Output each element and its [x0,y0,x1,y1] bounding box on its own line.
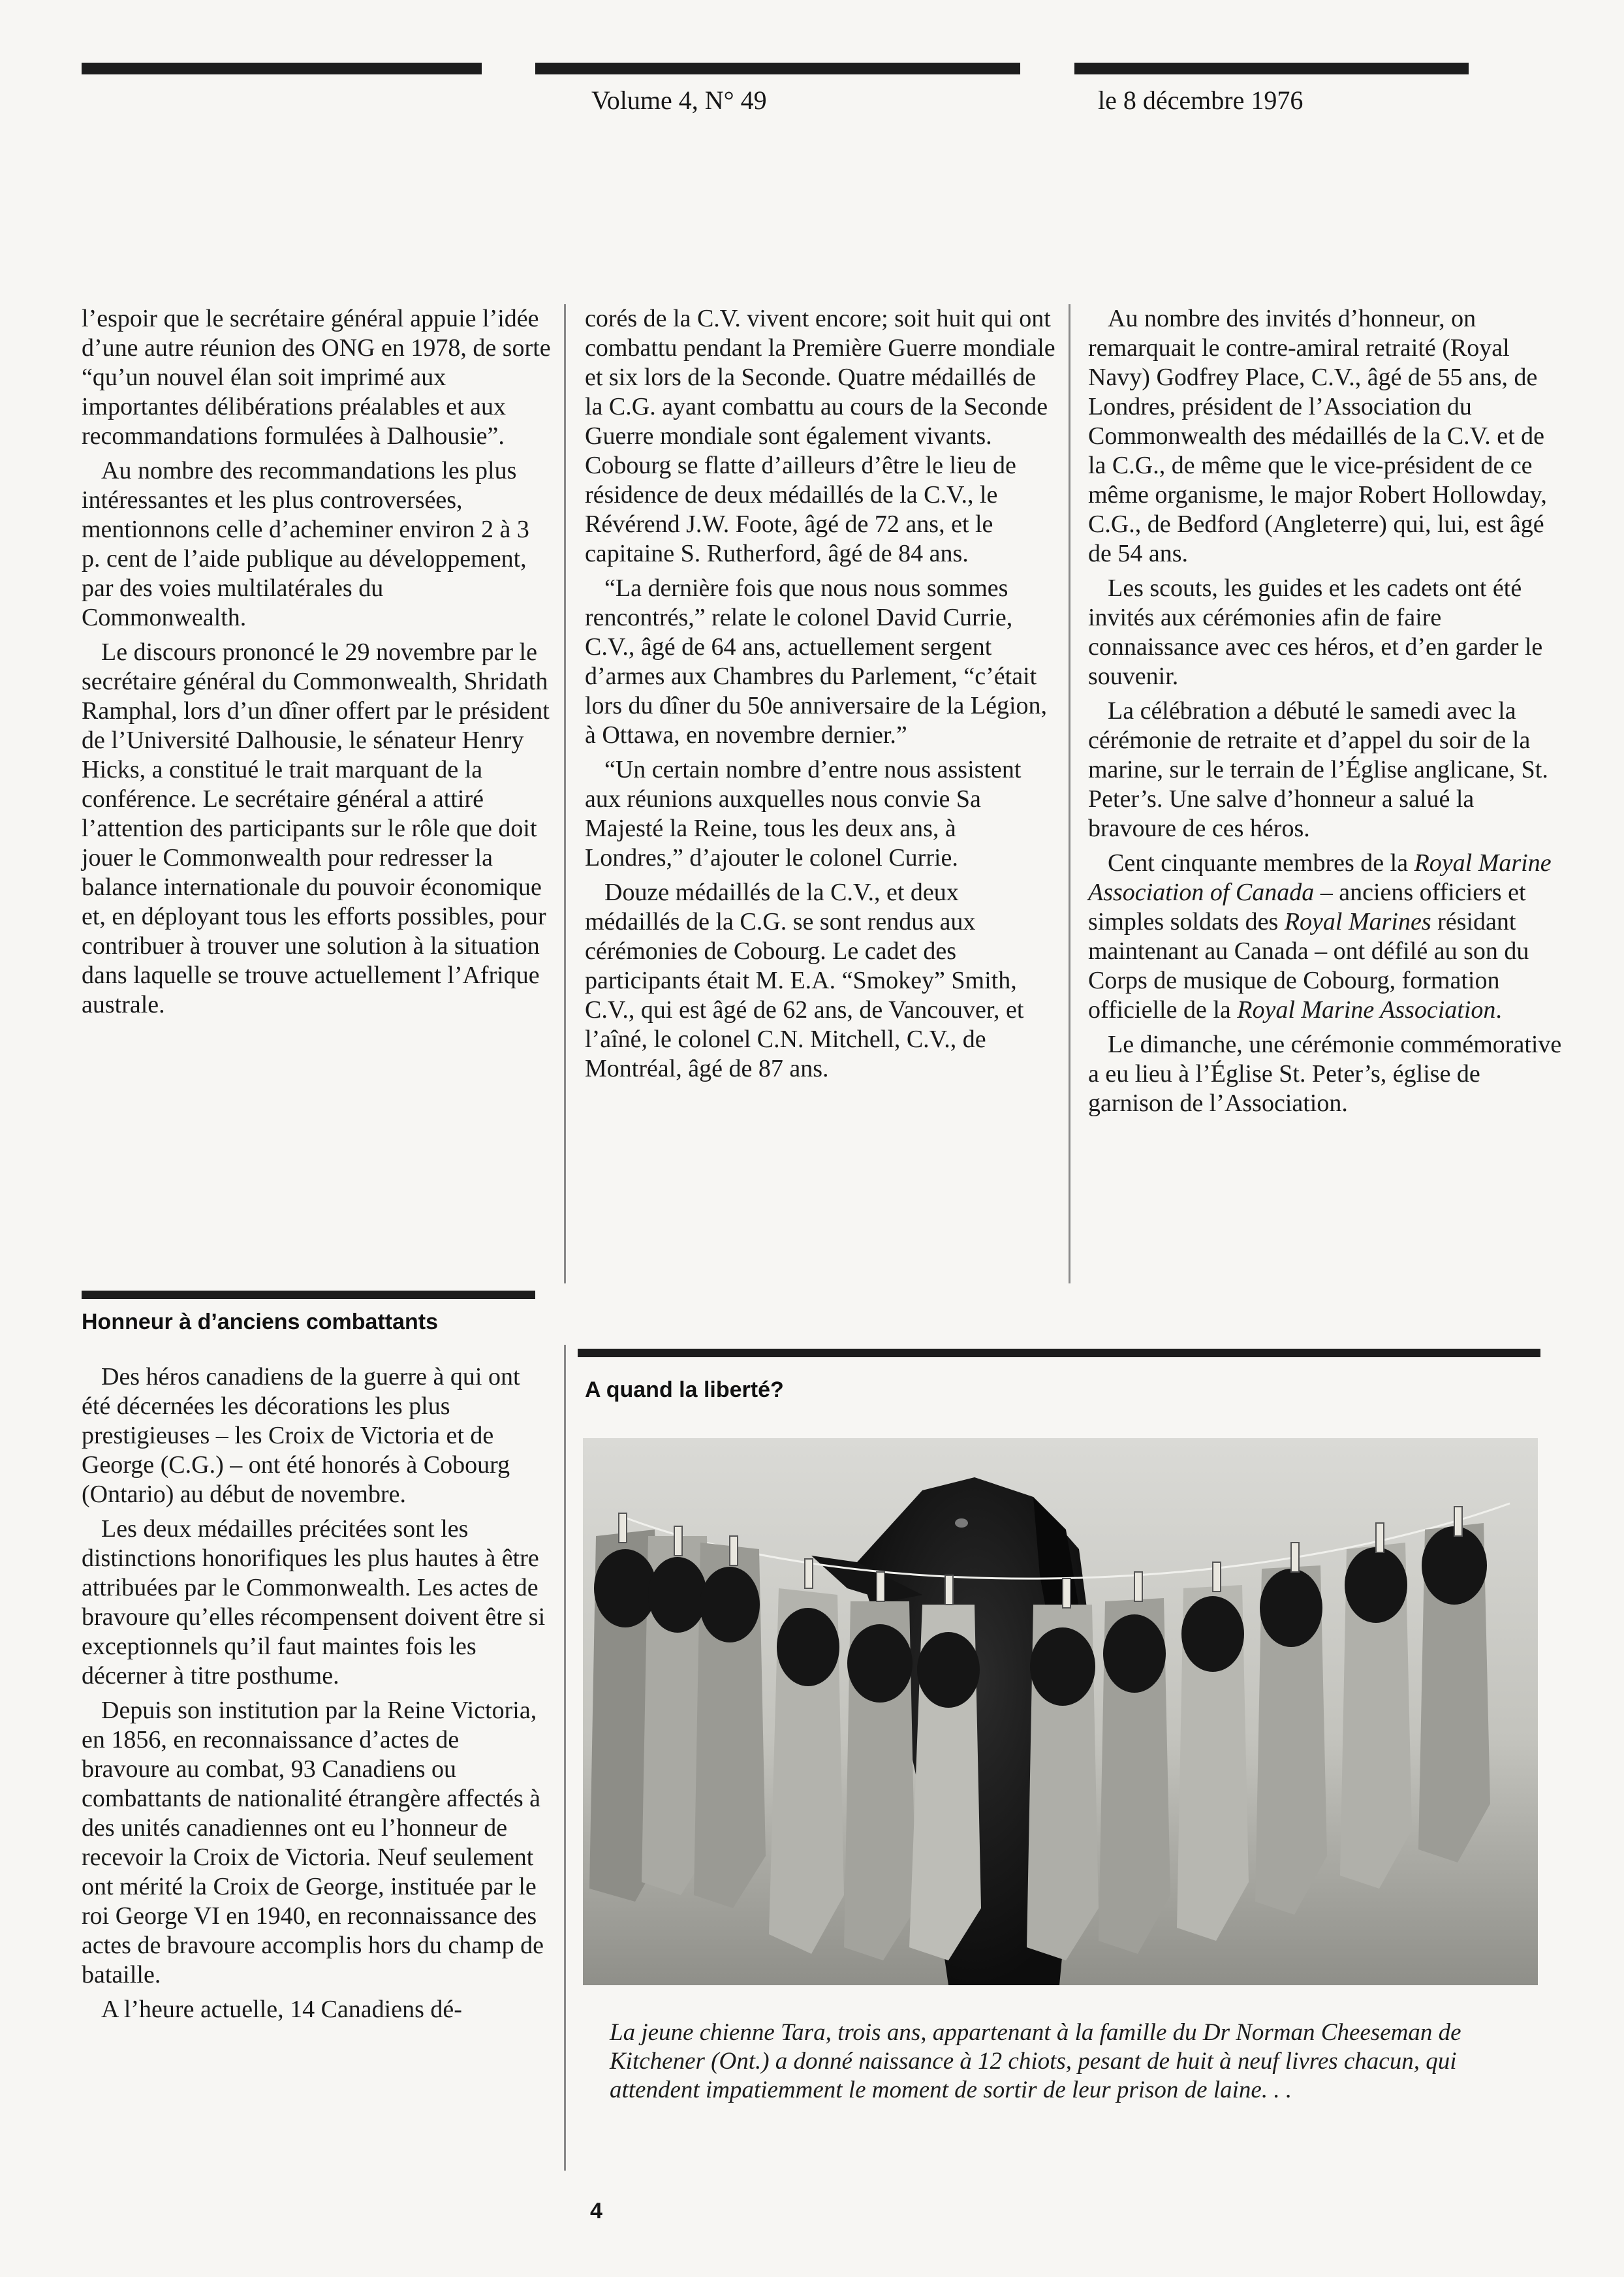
paragraph: A l’heure actuelle, 14 Canadiens dé- [101,1996,462,2023]
article-continuation [82,304,552,1025]
text: . [1495,996,1502,1024]
paragraph: Depuis son institution par la Reine Victoria, en 1856, en reconnaissance d’actes de bravoure au combat, 93 Canadiens ou combattants de nationalité étrangère affectés à des unités canadiennes ont eu l’honneur de recevoir la Croix de Victoria. Neuf seulement ont mérité la Croix de George, instituée par le roi George VI en 1940, en reconnaissance des actes de bravoure accomplis hors du champ de bataille. [82,1697,544,1988]
issue-date: le 8 décembre 1976 [1098,86,1304,115]
organization-name: Royal Marines [1284,908,1431,935]
text: – anciens officiers et simples soldats des [1088,879,1526,935]
paragraph: “Un certain nombre d’entre nous assistent aux réunions auxquelles nous convie Sa Majesté la Reine, tous les deux ans, à Londres,” d’ajouter le colonel Currie. [585,756,1022,872]
header-rule-left [82,63,482,74]
column-divider-1 [564,304,566,1283]
paragraph: Le discours prononcé le 29 novembre par le secrétaire général du Commonwealth, Shridath Ramphal, lors d’un dîner offert par le président de l’Université Dalhousie, le sénateur Henry Hicks, a constitué le trait marquant de la conférence. Le secrétaire général a attiré l’attention des participants sur le rôle que doit jouer le Commonwealth pour redresser la balance internationale du pouvoir économique et, en déployant tous les efforts possibles, pour contribuer à trouver une solution à la situation dans laquelle se trouve actuellement l’Afrique australe. [82,638,550,1018]
puppies-in-socks-illustration [583,1438,1538,1985]
paragraph-marines [1088,849,1568,1025]
text: Cent cinquante membres de la [1108,849,1414,877]
section-heading-photo: A quand la liberté? [585,1377,784,1402]
volume-number: Volume 4, N° 49 [591,86,767,115]
paragraph: Douze médaillés de la C.V., et deux médaillés de la C.G. se sont rendus aux cérémonies de Cobourg. Le cadet des participants était M. E.A. “Smokey” Smith, C.V., qui est âgé de 62 ans, de Vancouver, et l’aîné, le colonel C.N. Mitchell, C.V., de Montréal, âgé de 87 ans. [585,879,1024,1082]
paragraph: La célébration a débuté le samedi avec la cérémonie de retraite et d’appel du soir de la marine, sur le terrain de l’Église anglicane, St. Peter’s. Une salve d’honneur a salué la bravoure de ces héros. [1088,697,1548,842]
column-divider-3 [564,1345,566,2171]
paragraph: Les scouts, les guides et les cadets ont été invités aux cérémonies afin de faire connaissance avec ces héros, et d’en garder le souvenir. [1088,574,1543,690]
column-divider-2 [1069,304,1070,1283]
paragraph: l’espoir que le secrétaire général appuie l’idée d’une autre réunion des ONG en 1978, de sorte “qu’un nouvel élan soit imprimé aux importantes délibérations préalables et aux recommandations formulées à Dalhousie”. [82,305,551,450]
paragraph: Des héros canadiens de la guerre à qui ont été décernées les décorations les plus prestigieuses – les Croix de Victoria et de George (C.G.) – ont été honorés à Cobourg (Ontario) au début de novembre. [82,1363,520,1508]
paragraph: Le dimanche, une cérémonie commémorative a eu lieu à l’Église St. Peter’s, église de garnison de l’Association. [1088,1031,1562,1117]
veterans-article-column-2 [585,304,1058,1089]
section-rule-veterans [82,1291,535,1299]
section-heading-veterans: Honneur à d’anciens combattants [82,1310,438,1334]
paragraph: Au nombre des recommandations les plus intéressantes et les plus controversées, mentionnons celle d’acheminer environ 2 à 3 p. cent de l’aide publique au développement, par des voies multilatérales du Commonwealth. [82,457,529,631]
organization-name: Royal Marine Association [1237,996,1496,1024]
header-rule-middle [535,63,1020,74]
organization-name: Royal Marine Association of Canada [1088,849,1552,906]
text: résidant maintenant au Canada – ont défilé au son du Corps de musique de Cobourg, formation officielle de la [1088,908,1529,1024]
paragraph: Les deux médailles précitées sont les distinctions honorifiques les plus hautes à être attribuées par le Commonwealth. Les actes de bravoure qu’elles récompensent doivent être si exceptionnels qu’il faut maintes fois les décerner à titre posthume. [82,1515,546,1689]
paragraph: Au nombre des invités d’honneur, on remarquait le contre-amiral retraité (Royal Navy) Godfrey Place, C.V., âgé de 55 ans, de Londres, président de l’Association du Commonwealth des médaillés de la C.V. et de la C.G., de même que le vice-président de ce même organisme, le major Robert Hollowday, C.G., de Bedford (Angleterre) qui, lui, est âgé de 54 ans. [1088,305,1547,567]
photo-caption: La jeune chienne Tara, trois ans, appartenant à la famille du Dr Norman Cheeseman de Kitchener (Ont.) a donné naissance à 12 chiots, pesant de huit à neuf livres chacun, qui attendent impatiemment le moment de sortir de leur prison de laine. . . [610,2019,1461,2103]
veterans-article [82,1362,552,2030]
paragraph: corés de la C.V. vivent encore; soit huit qui ont combattu pendant la Première Guerre mondiale et six lors de la Seconde. Quatre médaillés de la C.G. ayant combattu au cours de la Seconde Guerre mondiale sont également vivants. Cobourg se flatte d’ailleurs d’être le lieu de résidence de deux médaillés de la C.V., le Révérend J.W. Foote, âgé de 72 ans, et le capitaine S. Rutherford, âgé de 84 ans. [585,305,1055,567]
page-number: 4 [590,2199,602,2223]
paragraph: “La dernière fois que nous nous sommes rencontrés,” relate le colonel David Currie, C.V., âgé de 64 ans, actuellement sergent d’armes aux Chambres du Parlement, “c’était lors du dîner du 50e anniversaire de la Légion, à Ottawa, en novembre dernier.” [585,574,1048,749]
puppies-photo [583,1438,1538,1985]
veterans-article-column-3 [1088,304,1568,1123]
section-rule-photo [578,1349,1540,1357]
header-rule-right [1074,63,1469,74]
